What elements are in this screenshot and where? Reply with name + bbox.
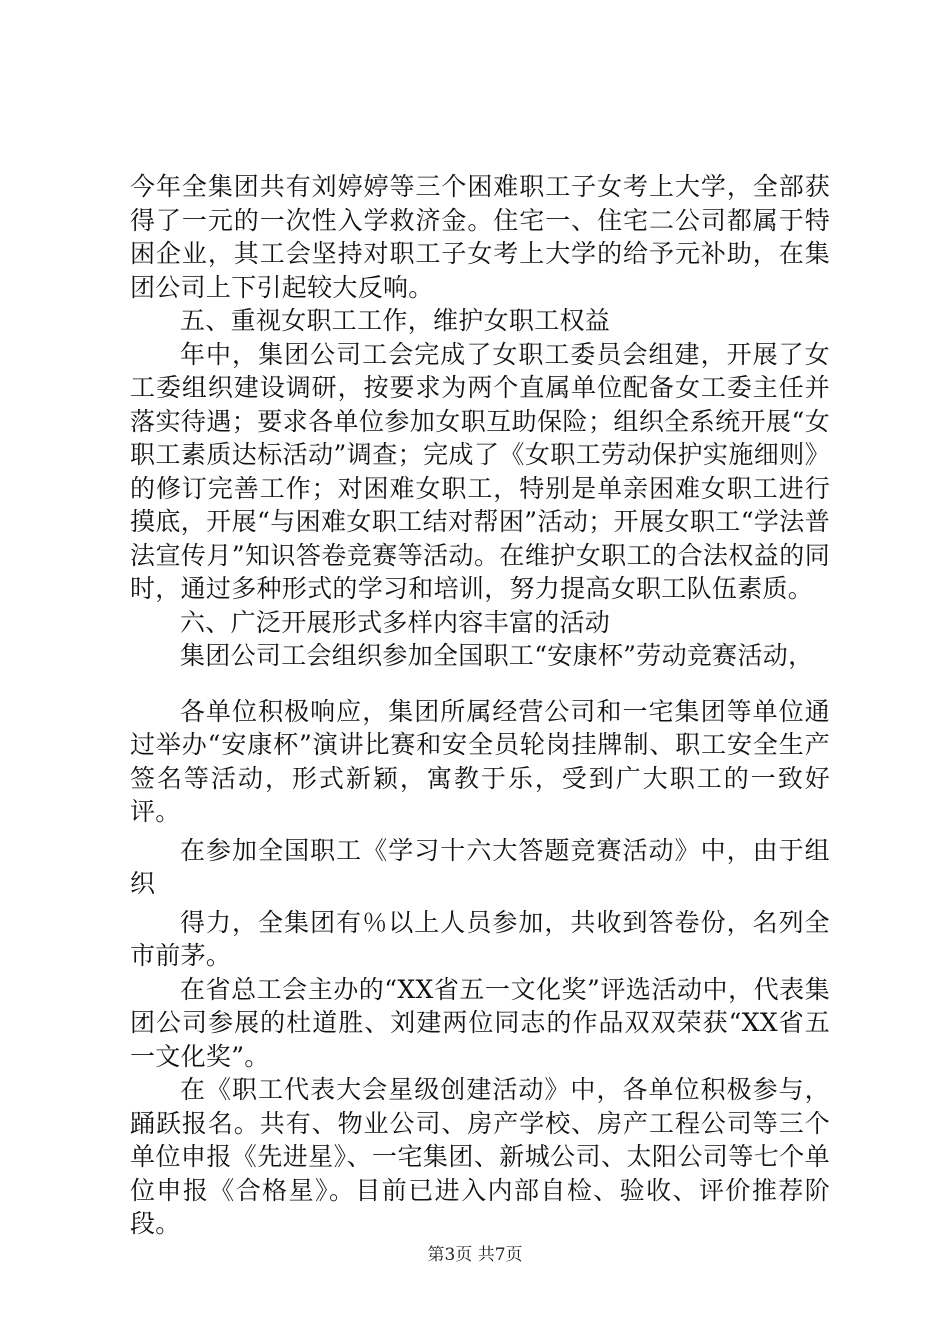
paragraph-1: 今年全集团共有刘婷婷等三个困难职工子女考上大学，全部获得了一元的一次性入学救济金。住宅一、住宅二公司都属于特困企业，其工会坚持对职工子女考上大学的给予元补助，在集团公司上下引起较大反响。	[130, 172, 830, 302]
paragraph-5: 在参加全国职工《学习十六大答题竞赛活动》中，由于组织	[130, 835, 830, 898]
document-body	[130, 170, 830, 1241]
paragraph-6: 得力，全集团有％以上人员参加，共收到答卷份，名列全市前茅。	[130, 907, 830, 970]
paragraph-4: 各单位积极响应，集团所属经营公司和一宅集团等单位通过举办“安康杯”演讲比赛和安全员轮岗挂牌制、职工安全生产签名等活动，形式新颖，寓教于乐，受到广大职工的一致好评。	[130, 696, 830, 826]
paragraph-7: 在省总工会主办的“XX省五一文化奖”评选活动中，代表集团公司参展的杜道胜、刘建两位同志的作品双双荣获“XX省五一文化奖”。	[130, 974, 830, 1071]
paragraph-3: 集团公司工会组织参加全国职工“安康杯”劳动竞赛活动，	[180, 641, 814, 670]
page-footer: 第3页 共7页	[427, 1245, 523, 1265]
section-heading-5: 五、重视女职工工作，维护女职工权益	[180, 306, 611, 335]
paragraph-2: 年中，集团公司工会完成了女职工委员会组建，开展了女工委组织建设调研，按要求为两个直属单位配备女工委主任并落实待遇；要求各单位参加女职互助保险；组织全系统开展“女职工素质达标活动”调查；完成了《女职工劳动保护实施细则》的修订完善工作；对困难女职工，特别是单亲困难女职工进行摸底，开展“与困难女职工结对帮困”活动；开展女职工“学法普法宣传月”知识答卷竞赛等活动。在维护女职工的合法权益的同时，通过多种形式的学习和培训，努力提高女职工队伍素质。	[130, 339, 830, 603]
paragraph-8: 在《职工代表大会星级创建活动》中，各单位积极参与，踊跃报名。共有、物业公司、房产学校、房产工程公司等三个单位申报《先进星》、一宅集团、新城公司、太阳公司等七个单位申报《合格星》。目前已进入内部自检、验收、评价推荐阶段。	[130, 1075, 830, 1238]
section-heading-6: 六、广泛开展形式多样内容丰富的活动	[180, 607, 611, 637]
